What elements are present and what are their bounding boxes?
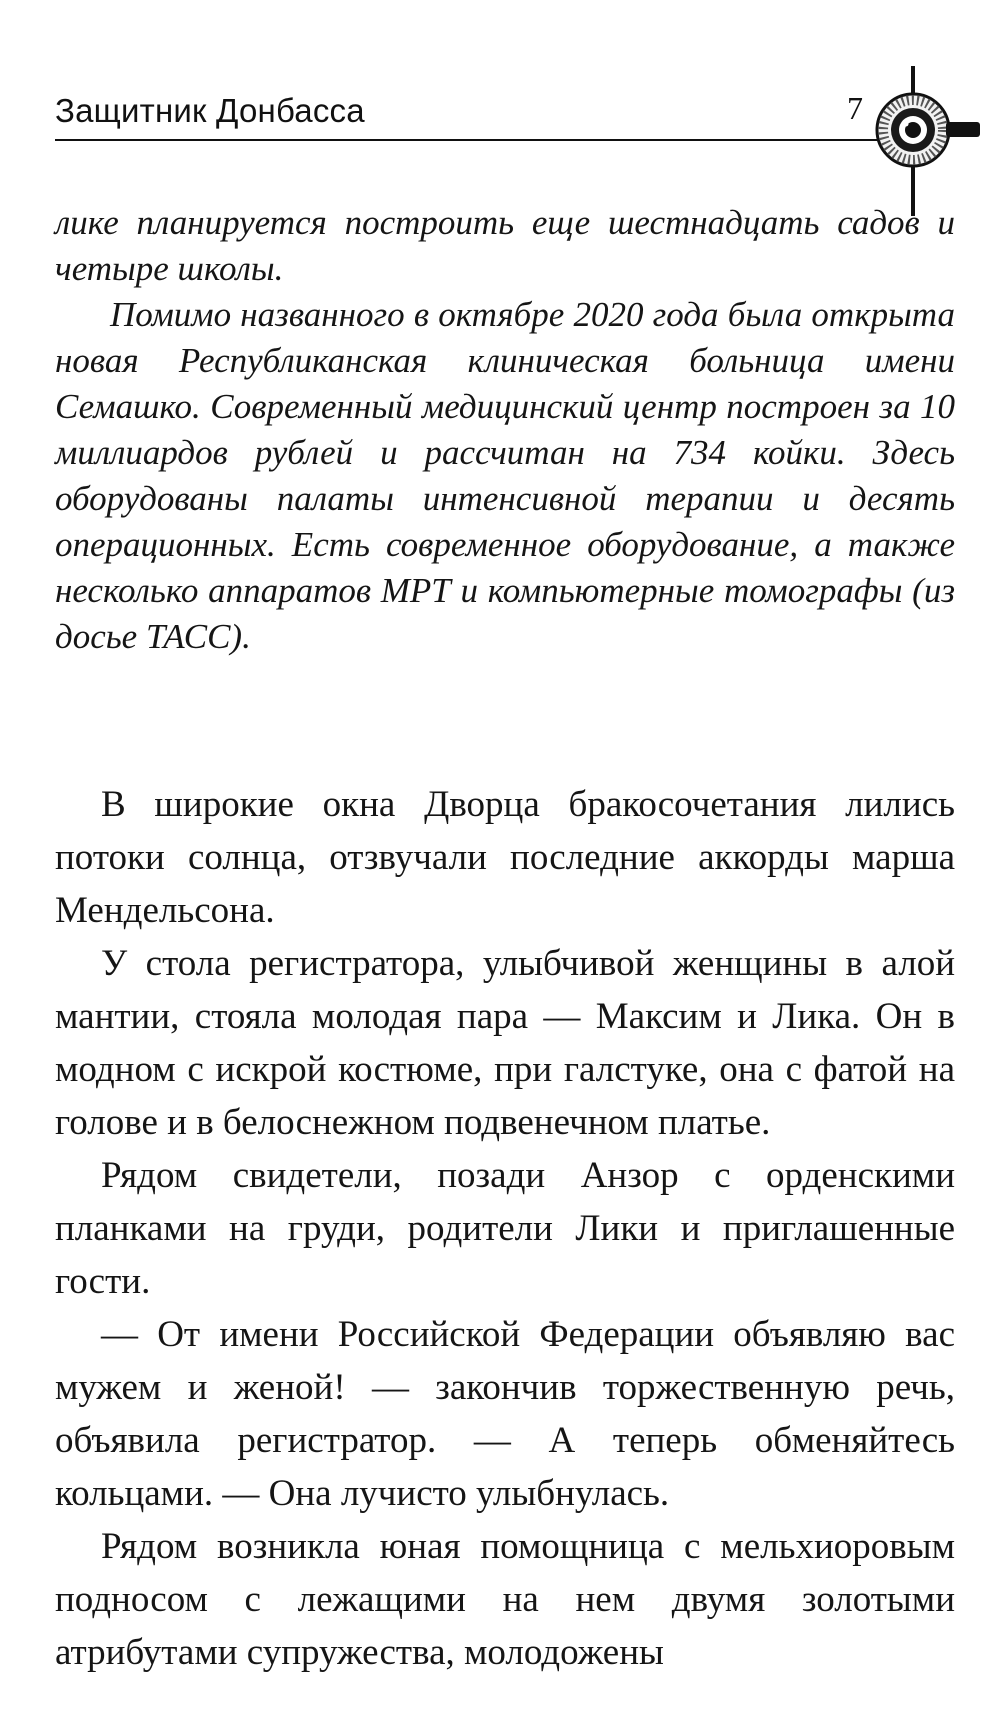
header-rule (55, 139, 885, 141)
main-text (55, 778, 955, 1679)
target-emblem-icon (862, 66, 982, 216)
page-header (55, 88, 875, 144)
italic-paragraph: лике планируется построить еще шестнадцать садов и четыре школы. (55, 203, 955, 288)
paragraph: В широкие окна Дворца бракосочетания лились потоки солнца, отзвучали последние аккорды марша Мендельсона. (55, 784, 955, 931)
paragraph: Рядом свидетели, позади Анзор с орденскими планками на груди, родители Лики и приглашенные гости. (55, 1155, 955, 1302)
paragraph: У стола регистратора, улыбчивой женщины в алой мантии, стояла молодая пара — Максим и Лика. Он в модном с искрой костюме, при галстуке, она с фатой на голове и в белоснежном подвенечном платье. (55, 943, 955, 1143)
italic-excerpt (55, 200, 955, 660)
italic-paragraph: Помимо названного в октябре 2020 года была открыта новая Республиканская клиническая больница имени Семашко. Современный медицинский центр построен за 10 миллиардов рублей и рассчитан на 734 койки. Здесь оборудованы палаты интенсивной терапии и десять операционных. Есть современное оборудование, а также несколько аппаратов МРТ и компьютерные томографы (из досье ТАСС). (55, 295, 955, 656)
paragraph: Рядом возникла юная помощница с мельхиоровым подносом с лежащими на нем двумя золотыми атрибутами супружества, молодожены (55, 1526, 955, 1673)
running-title: Защитник Донбасса (55, 92, 365, 129)
page-number: 7 (847, 90, 863, 126)
paragraph: — От имени Российской Федерации объявляю вас мужем и женой! — закончив торжественную речь, объявила регистратор. — А теперь обменяйтесь кольцами. — Она лучисто улыбнулась. (55, 1314, 955, 1514)
